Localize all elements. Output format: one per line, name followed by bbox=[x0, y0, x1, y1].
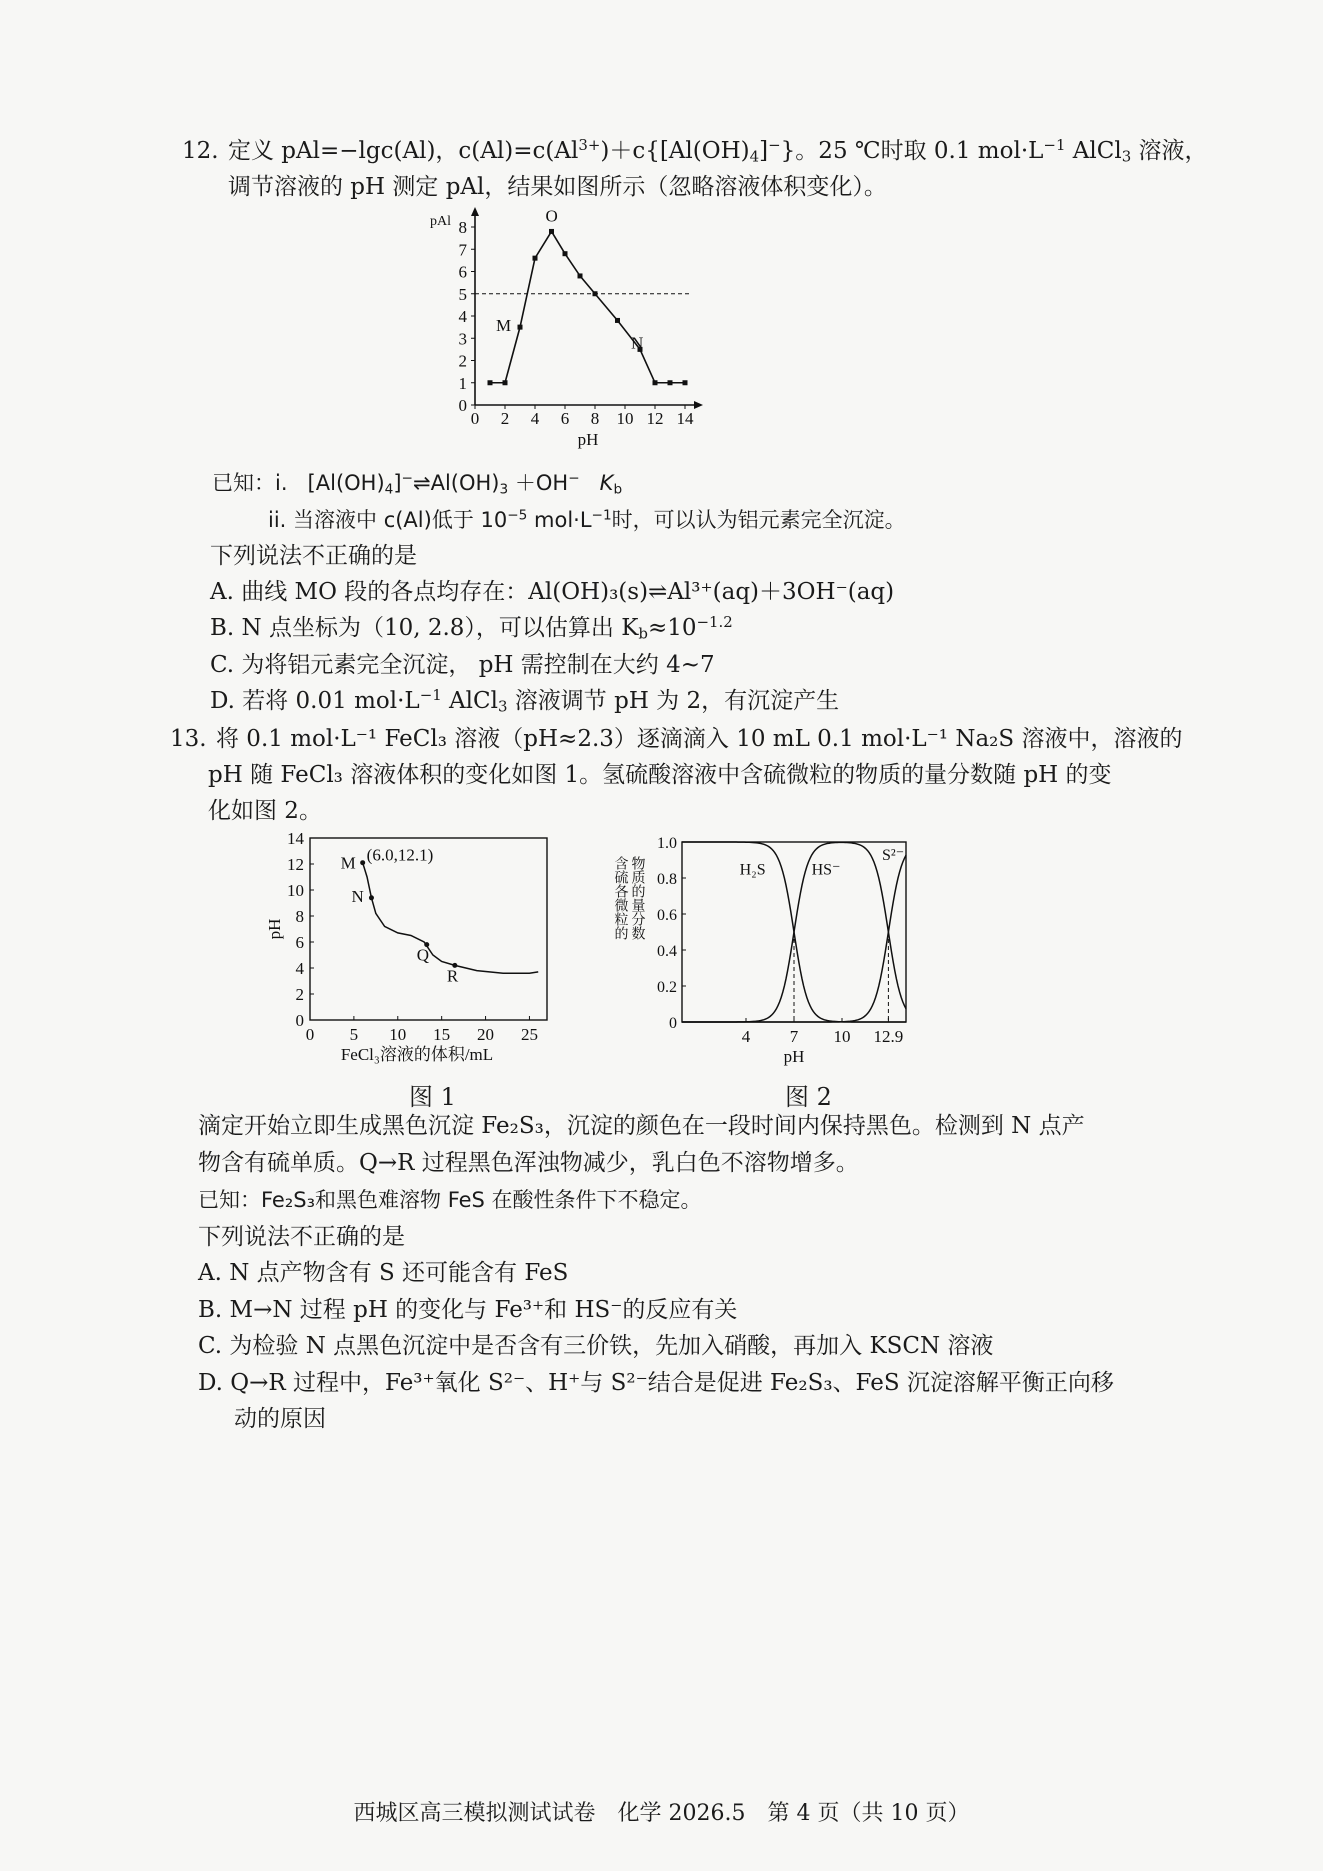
y-tick-label: 4 bbox=[295, 959, 304, 978]
y-tick-label: 14 bbox=[287, 829, 304, 848]
q13-question: 下列说法不正确的是 bbox=[198, 1224, 405, 1250]
x-tick-label: 15 bbox=[433, 1025, 451, 1044]
q13-description-1: 滴定开始立即生成黑色沉淀 Fe₂S₃，沉淀的颜色在一段时间内保持黑色。检测到 N 点产 bbox=[198, 1113, 1085, 1139]
y-tick-label: 12 bbox=[287, 855, 304, 874]
x-tick-label: 10 bbox=[389, 1025, 407, 1044]
data-point bbox=[615, 318, 620, 323]
y-tick-label: 10 bbox=[287, 881, 304, 900]
point-marker-M bbox=[360, 860, 365, 865]
x-tick-label: 25 bbox=[520, 1025, 538, 1044]
data-point bbox=[668, 380, 673, 385]
data-point bbox=[653, 380, 658, 385]
data-point bbox=[549, 229, 554, 234]
q13-option-d-2: 动的原因 bbox=[234, 1406, 326, 1432]
x-tick-label: 10 bbox=[616, 409, 634, 428]
y-tick-label: 0 bbox=[458, 396, 467, 415]
point-marker-N bbox=[369, 895, 374, 900]
q12-known-ii: ii. 当溶液中 c(Al)低于 $10^{-5}$ $mol\cdot L^{-1}$时，可以认为铝元素完全沉淀。 bbox=[268, 507, 906, 532]
q12-stem-line1: 12. 定义 pAl=−lgc(Al)，$c(Al)=c(Al^{3+})+c\{[Al(OH)_4]^-\}$。25 ℃时取 0.1 $mol\cdot L^{-1}$ AlCl$_3$ 溶液， bbox=[182, 135, 1208, 166]
page-footer: 西城区高三模拟测试试卷 化学 2026.5 第 4 页（共 10 页） bbox=[353, 1801, 970, 1826]
data-point bbox=[578, 273, 583, 278]
pH-curve bbox=[363, 863, 539, 974]
x-tick-label: 10 bbox=[833, 1027, 851, 1046]
point-label-N: N bbox=[631, 333, 644, 353]
y-tick-label: 3 bbox=[458, 329, 467, 349]
q13-option-b: B. M→N 过程 pH 的变化与 Fe³⁺和 HS⁻的反应有关 bbox=[198, 1297, 738, 1323]
q13-stem-line3: 化如图 2。 bbox=[208, 798, 322, 824]
y-tick-label: 1 bbox=[458, 373, 467, 393]
q13-option-a: A. N 点产物含有 S 还可能含有 FeS bbox=[198, 1260, 569, 1286]
x-tick-label: 2 bbox=[500, 409, 510, 428]
point-label-R: R bbox=[446, 966, 459, 986]
y-tick-label: 8 bbox=[295, 907, 304, 926]
y-tick-label: 0.8 bbox=[657, 871, 677, 888]
y-tick-label: 1.0 bbox=[657, 835, 677, 852]
q12-option-c: C. 为将铝元素完全沉淀， pH 需控制在大约 4~7 bbox=[210, 652, 715, 678]
data-point bbox=[563, 251, 568, 256]
data-point bbox=[533, 256, 538, 261]
x-tick-label: 7 bbox=[789, 1027, 799, 1046]
x-axis-label: pH bbox=[783, 1047, 805, 1066]
point-label-N: N bbox=[351, 886, 364, 906]
x-axis-label: FeCl₃溶液的体积/mL bbox=[340, 1045, 494, 1064]
q12-option-a: A. 曲线 MO 段的各点均存在：Al(OH)₃(s)⇌Al³⁺(aq)＋3OH⁻(aq) bbox=[210, 579, 895, 605]
q12-chart bbox=[420, 205, 720, 460]
y-tick-label: 0 bbox=[295, 1011, 304, 1030]
q12-known-i: 已知：i. $[Al(OH)_4]^-\rightleftharpoons Al(OH)_3 +OH^-$ $K_b$ bbox=[212, 470, 623, 498]
point-coordinate-label: (6.0,12.1) bbox=[366, 845, 434, 865]
pAl-curve bbox=[490, 231, 685, 382]
y-tick-label: 8 bbox=[458, 218, 467, 237]
y-axis-label-line: 含硫各微粒的 bbox=[612, 856, 628, 940]
y-tick-label: 5 bbox=[458, 284, 467, 304]
x-axis-label: pH bbox=[577, 430, 599, 449]
y-tick-label: 0 bbox=[669, 1015, 677, 1032]
series-label-0: H₂S bbox=[739, 861, 766, 879]
x-tick-label: 20 bbox=[477, 1025, 495, 1044]
x-tick-label: 0 bbox=[305, 1025, 315, 1044]
y-axis-label-line: 物质的量分数 bbox=[629, 856, 645, 940]
y-tick-label: 7 bbox=[458, 240, 467, 260]
series-label-2: S²⁻ bbox=[882, 847, 905, 864]
x-tick-label: 6 bbox=[560, 409, 570, 428]
y-tick-label: 6 bbox=[458, 262, 467, 282]
q13-fig1-caption: 图 1 bbox=[409, 1083, 456, 1111]
q13-fig2-caption: 图 2 bbox=[785, 1083, 832, 1111]
data-point bbox=[593, 291, 598, 296]
x-tick-label: 12 bbox=[646, 409, 664, 428]
y-tick-label: 0.4 bbox=[657, 943, 677, 960]
q13-option-d-1: D. Q→R 过程中，Fe³⁺氧化 S²⁻、H⁺与 S²⁻结合是促进 Fe₂S₃、FeS 沉淀溶解平衡正向移 bbox=[198, 1370, 1114, 1396]
data-point bbox=[503, 380, 508, 385]
point-label-M: M bbox=[496, 316, 512, 336]
q13-stem-line2: pH 随 FeCl₃ 溶液体积的变化如图 1。氢硫酸溶液中含硫微粒的物质的量分数随 pH 的变 bbox=[208, 762, 1112, 788]
y-tick-label: 0.2 bbox=[657, 979, 677, 996]
y-axis-mark: pAl bbox=[430, 214, 451, 229]
x-tick-label: 12.9 bbox=[873, 1027, 904, 1046]
q13-figure2 bbox=[610, 828, 920, 1068]
data-point bbox=[683, 380, 688, 385]
q13-stem-line1: 13. 将 0.1 mol·L⁻¹ FeCl₃ 溶液（pH≈2.3）逐滴滴入 10 mL 0.1 mol·L⁻¹ Na₂S 溶液中，溶液的 bbox=[170, 726, 1183, 752]
y-axis-label: pH bbox=[265, 918, 284, 940]
y-tick-label: 2 bbox=[295, 985, 304, 1004]
point-label-Q: Q bbox=[416, 945, 430, 965]
y-tick-label: 6 bbox=[295, 933, 304, 952]
series-label-1: HS⁻ bbox=[811, 861, 841, 879]
q13-description-2: 物含有硫单质。Q→R 过程黑色浑浊物减少，乳白色不溶物增多。 bbox=[198, 1150, 859, 1176]
x-tick-label: 14 bbox=[676, 409, 694, 428]
y-tick-label: 0.6 bbox=[657, 907, 677, 924]
x-tick-label: 4 bbox=[741, 1027, 751, 1046]
y-axis-arrow bbox=[471, 207, 479, 216]
x-tick-label: 8 bbox=[590, 409, 600, 428]
q12-option-d: D. 若将 0.01 $mol\cdot L^{-1}$ AlCl$_3$ 溶液调节 pH 为 2，有沉淀产生 bbox=[210, 685, 840, 716]
y-tick-label: 4 bbox=[458, 307, 467, 326]
q13-known: 已知：Fe₂S₃和黑色难溶物 FeS 在酸性条件下不稳定。 bbox=[198, 1188, 702, 1212]
point-label-M: M bbox=[340, 853, 356, 873]
data-point bbox=[488, 380, 493, 385]
q12-question: 下列说法不正确的是 bbox=[210, 543, 417, 569]
q12-stem-line2: 调节溶液的 pH 测定 pAl，结果如图所示（忽略溶液体积变化）。 bbox=[228, 174, 887, 200]
q12-option-b: B. N 点坐标为（10, 2.8），可以估算出 $K_b\approx 10^{-1.2}$ bbox=[210, 612, 733, 643]
x-tick-label: 0 bbox=[470, 409, 480, 428]
x-axis-arrow bbox=[694, 401, 703, 409]
y-tick-label: 2 bbox=[458, 351, 467, 371]
data-point bbox=[518, 325, 523, 330]
x-tick-label: 5 bbox=[349, 1025, 359, 1044]
q13-figure1 bbox=[262, 828, 562, 1068]
x-tick-label: 4 bbox=[530, 409, 540, 428]
point-label-O: O bbox=[545, 206, 558, 226]
q13-option-c: C. 为检验 N 点黑色沉淀中是否含有三价铁，先加入硝酸，再加入 KSCN 溶液 bbox=[198, 1333, 994, 1359]
